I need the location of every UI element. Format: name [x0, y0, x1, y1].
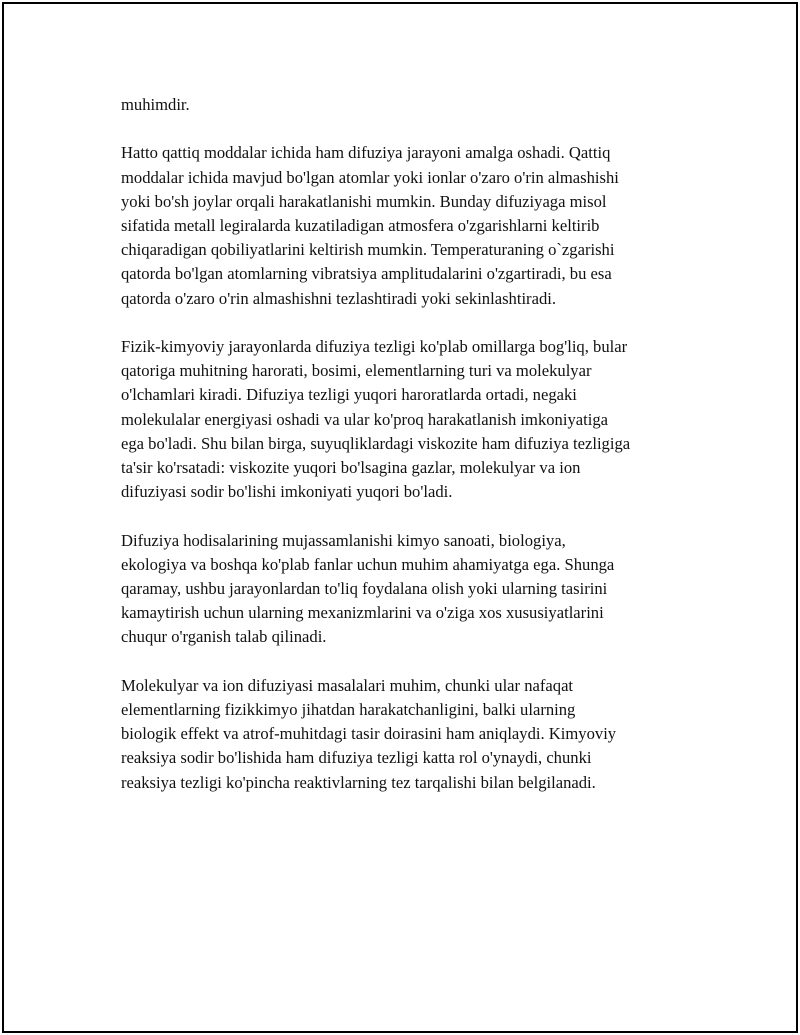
paragraph-3	[121, 335, 681, 504]
document-page	[2, 2, 798, 1033]
text-line: Hatto qattiq moddalar ichida ham difuziya jarayoni amalga oshadi. Qattiq	[121, 143, 611, 163]
paragraph-2	[121, 141, 681, 310]
text-line: ega bo'ladi. Shu bilan birga, suyuqliklardagi viskozite ham difuziya tezligiga	[121, 433, 631, 453]
paragraph-4	[121, 529, 681, 650]
text-line: difuziyasi sodir bo'lishi imkoniyati yuqori bo'ladi.	[121, 482, 453, 502]
text-line: elementlarning fizikkimyo jihatdan harakatchanligini, balki ularning	[121, 700, 576, 720]
text-line: yoki bo'sh joylar orqali harakatlanishi mumkin. Bunday difuziyaga misol	[121, 191, 607, 211]
text-line: qatorda bo'lgan atomlarning vibratsiya amplitudalarini o'zgartiradi, bu esa	[121, 264, 612, 284]
text-line: Molekulyar va ion difuziyasi masalalari muhim, chunki ular nafaqat	[121, 675, 574, 695]
text-line: ekologiya va boshqa ko'plab fanlar uchun muhim ahamiyatga ega. Shunga	[121, 554, 615, 574]
text-line: qatorda o'zaro o'rin almashishni tezlashtiradi yoki sekinlashtiradi.	[121, 288, 556, 308]
text-line: reaksiya tezligi ko'pincha reaktivlarning tez tarqalishi bilan belgilanadi.	[121, 772, 596, 792]
text-line: moddalar ichida mavjud bo'lgan atomlar yoki ionlar o'zaro o'rin almashishi	[121, 167, 619, 187]
text-line: qatoriga muhitning harorati, bosimi, elementlarning turi va molekulyar	[121, 361, 592, 381]
text-line: reaksiya sodir bo'lishida ham difuziya tezligi katta rol o'ynaydi, chunki	[121, 748, 592, 768]
text-line: chiqaradigan qobiliyatlarini keltirish mumkin. Temperaturaning o`zgarishi	[121, 240, 615, 260]
text-line: sifatida metall legiralarda kuzatiladigan atmosfera o'zgarishlarni keltirib	[121, 216, 600, 235]
paragraph-1	[121, 93, 681, 117]
text-line: chuqur o'rganish talab qilinadi.	[121, 627, 327, 647]
text-line: Difuziya hodisalarining mujassamlanishi kimyo sanoati, biologiya,	[121, 530, 566, 550]
text-line: o'lchamlari kiradi. Difuziya tezligi yuqori haroratlarda ortadi, negaki	[121, 385, 577, 405]
document-body	[121, 93, 681, 819]
paragraph-5	[121, 674, 681, 795]
text-line: molekulalar energiyasi oshadi va ular ko'proq harakatlanish imkoniyatiga	[121, 409, 608, 429]
text-line: kamaytirish uchun ularning mexanizmlarini va o'ziga xos xususiyatlarini	[121, 603, 604, 623]
text-line: qaramay, ushbu jarayonlardan to'liq foydalana olish yoki ularning tasirini	[121, 579, 608, 599]
text-line: biologik effekt va atrof-muhitdagi tasir doirasini ham aniqlaydi. Kimyoviy	[121, 724, 617, 744]
text-line: ta'sir ko'rsatadi: viskozite yuqori bo'lsagina gazlar, molekulyar va ion	[121, 458, 581, 478]
text-line: muhimdir.	[121, 95, 190, 114]
text-line: Fizik-kimyoviy jarayonlarda difuziya tezligi ko'plab omillarga bog'liq, bular	[121, 337, 628, 356]
